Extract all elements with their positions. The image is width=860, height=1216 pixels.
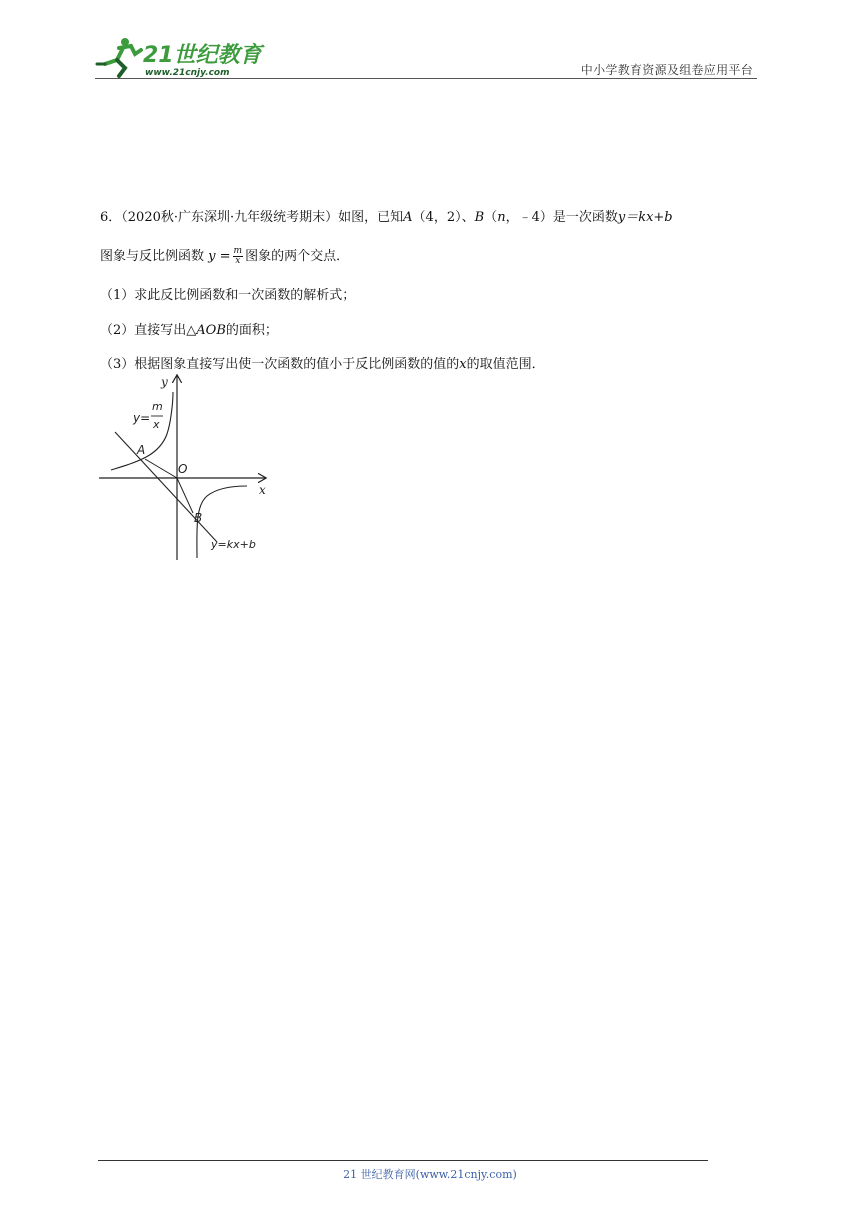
logo-text: 21世纪教育	[143, 43, 262, 68]
linear-function: y＝kx+b	[617, 210, 673, 225]
fraction-denominator: x	[235, 256, 241, 266]
point-b-coords: ，﹣4）	[505, 210, 553, 225]
point-b-label: B	[194, 511, 203, 525]
page-header	[95, 34, 757, 80]
y-axis-label: y	[161, 375, 168, 389]
question-source: （2020秋·广东深圳·九年级统考期末）	[121, 210, 339, 225]
footer-text: 21 世纪教育网(www.21cnjy.com)	[343, 1168, 517, 1181]
point-b-label: B	[474, 210, 485, 225]
site-logo	[95, 34, 265, 80]
question-text: 是一次函数	[552, 210, 618, 225]
question-text: 图象的两个交点．	[245, 249, 350, 264]
question-line-1	[100, 208, 673, 228]
triangle-aob: AOB	[196, 323, 226, 338]
part-2	[100, 321, 278, 341]
header-divider	[95, 78, 757, 79]
question-number: 6．	[100, 210, 122, 225]
triangle-symbol: △	[186, 323, 197, 338]
point-a-coords: （4，2）	[412, 210, 462, 225]
point-a-label: A	[403, 210, 413, 225]
x-axis-label: x	[259, 483, 266, 497]
point-a-label: A	[137, 443, 146, 457]
fraction-numerator: m	[233, 246, 243, 256]
var-x: x	[459, 357, 467, 372]
part-2-text: （2）直接写出	[100, 323, 187, 338]
part-1: （1）求此反比例函数和一次函数的解析式；	[100, 288, 356, 303]
runner-icon	[97, 38, 141, 76]
part-3-text: 的取值范围．	[466, 357, 545, 372]
hyperbola-branch-upper-left	[111, 392, 173, 470]
hyperbola-label-y: y=	[133, 411, 151, 425]
segment-oa	[145, 459, 177, 478]
paren-open: （	[484, 210, 498, 225]
separator: 、	[461, 210, 475, 225]
origin-label: O	[178, 462, 188, 476]
question-text: 如图，已知	[338, 210, 404, 225]
question-text: 图象与反比例函数	[100, 249, 205, 264]
hyperbola-label-den: x	[153, 418, 160, 431]
logo-url: www.21cnjy.com	[145, 68, 230, 78]
site-tagline: 中小学教育资源及组卷应用平台	[580, 63, 753, 77]
function-graph	[97, 372, 277, 562]
part-2-text: 的面积；	[225, 323, 278, 338]
hyperbola-label-num: m	[152, 400, 163, 413]
var-n: n	[497, 210, 506, 225]
question-line-2	[100, 247, 349, 267]
fraction-m-over-x	[233, 247, 244, 266]
part-3-text: （3）根据图象直接写出使一次函数的值小于反比例函数的值的	[100, 357, 460, 372]
linear-function-line	[115, 432, 217, 542]
y-equals: y =	[208, 249, 231, 264]
footer-divider	[98, 1160, 708, 1161]
linear-function-label: y=kx+b	[211, 538, 256, 551]
